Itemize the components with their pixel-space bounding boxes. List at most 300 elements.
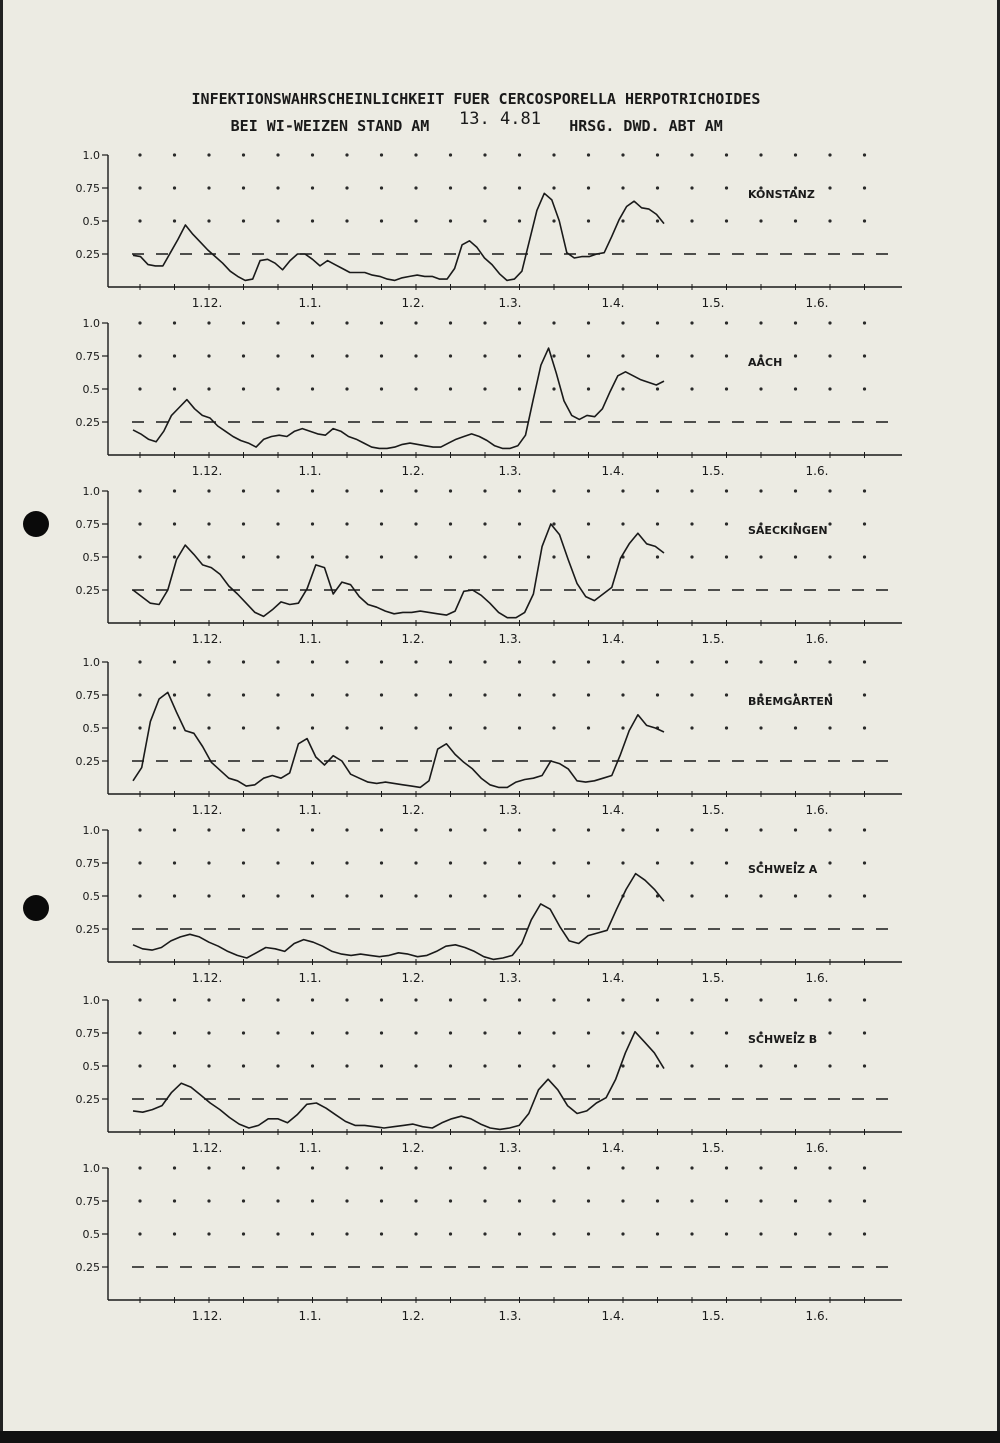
grid-dot (483, 153, 486, 156)
grid-dot (276, 321, 279, 324)
grid-dot (656, 861, 659, 864)
grid-dot (863, 387, 866, 390)
grid-dot (173, 1031, 176, 1034)
y-tick-label: 0.5 (82, 1060, 100, 1073)
x-tick-label: 1.3. (498, 632, 522, 646)
grid-dot (794, 726, 797, 729)
grid-dot (518, 354, 521, 357)
grid-dot (414, 354, 417, 357)
grid-dot (380, 387, 383, 390)
grid-dot (449, 894, 452, 897)
y-tick-label: 0.75 (75, 182, 100, 195)
grid-dot (311, 1064, 314, 1067)
grid-dot (518, 660, 521, 663)
y-tick-label: 0.25 (75, 416, 100, 429)
grid-dot (242, 861, 245, 864)
grid-dot (621, 522, 624, 525)
grid-dot (242, 219, 245, 222)
grid-dot (311, 1199, 314, 1202)
grid-dot (587, 1064, 590, 1067)
grid-dot (173, 1166, 176, 1169)
grid-dot (138, 1031, 141, 1034)
grid-dot (690, 726, 693, 729)
grid-dot (656, 828, 659, 831)
grid-dot (207, 726, 210, 729)
grid-dot (242, 153, 245, 156)
grid-dot (794, 1166, 797, 1169)
grid-dot (552, 321, 555, 324)
station-label: SCHWEIZ B (748, 1033, 818, 1046)
grid-dot (794, 555, 797, 558)
grid-dot (863, 660, 866, 663)
grid-dot (725, 153, 728, 156)
grid-dot (449, 1232, 452, 1235)
grid-dot (138, 693, 141, 696)
grid-dot (483, 660, 486, 663)
grid-dot (449, 153, 452, 156)
grid-dot (345, 1199, 348, 1202)
grid-dot (828, 828, 831, 831)
grid-dot (552, 153, 555, 156)
grid-dot (138, 894, 141, 897)
grid-dot (483, 321, 486, 324)
grid-dot (449, 186, 452, 189)
grid-dot (552, 693, 555, 696)
x-tick-label: 1.4. (601, 464, 625, 478)
x-tick-label: 1.6. (805, 1141, 829, 1155)
grid-dot (656, 186, 659, 189)
grid-dot (725, 660, 728, 663)
grid-dot (242, 387, 245, 390)
punch-hole-top (23, 511, 49, 537)
grid-dot (311, 555, 314, 558)
grid-dot (587, 186, 590, 189)
grid-dot (759, 998, 762, 1001)
grid-dot (552, 998, 555, 1001)
grid-dot (863, 1166, 866, 1169)
grid-dot (552, 828, 555, 831)
y-tick-label: 1.0 (82, 824, 100, 837)
grid-dot (587, 828, 590, 831)
grid-dot (828, 354, 831, 357)
grid-dot (414, 894, 417, 897)
grid-dot (587, 489, 590, 492)
grid-dot (276, 555, 279, 558)
grid-dot (345, 1166, 348, 1169)
x-tick-label: 1.12. (191, 464, 223, 478)
chart-panel (76, 656, 903, 817)
grid-dot (828, 1166, 831, 1169)
grid-dot (518, 1031, 521, 1034)
chart-panel (76, 1162, 903, 1323)
scan-edge-bar (0, 1431, 1000, 1443)
grid-dot (828, 1199, 831, 1202)
grid-dot (449, 489, 452, 492)
chart-panel (76, 994, 903, 1155)
grid-dot (311, 219, 314, 222)
grid-dot (587, 1166, 590, 1169)
y-tick-label: 1.0 (82, 994, 100, 1007)
x-tick-label: 1.6. (805, 803, 829, 817)
grid-dot (276, 693, 279, 696)
grid-dot (173, 828, 176, 831)
grid-dot (173, 321, 176, 324)
grid-dot (483, 555, 486, 558)
grid-dot (794, 219, 797, 222)
grid-dot (759, 219, 762, 222)
grid-dot (345, 354, 348, 357)
grid-dot (759, 1232, 762, 1235)
grid-dot (414, 998, 417, 1001)
grid-dot (345, 522, 348, 525)
grid-dot (242, 1031, 245, 1034)
grid-dot (794, 1064, 797, 1067)
grid-dot (414, 186, 417, 189)
grid-dot (173, 1232, 176, 1235)
grid-dot (414, 1064, 417, 1067)
grid-dot (656, 153, 659, 156)
grid-dot (483, 354, 486, 357)
grid-dot (518, 153, 521, 156)
grid-dot (794, 354, 797, 357)
y-tick-label: 0.5 (82, 1228, 100, 1241)
grid-dot (173, 354, 176, 357)
grid-dot (828, 1232, 831, 1235)
x-tick-label: 1.2. (401, 296, 425, 310)
grid-dot (345, 1232, 348, 1235)
x-tick-label: 1.1. (298, 1309, 322, 1323)
grid-dot (276, 153, 279, 156)
grid-dot (725, 1199, 728, 1202)
grid-dot (276, 894, 279, 897)
grid-dot (552, 387, 555, 390)
grid-dot (380, 489, 383, 492)
grid-dot (518, 489, 521, 492)
grid-dot (725, 693, 728, 696)
x-tick-label: 1.4. (601, 1309, 625, 1323)
grid-dot (552, 726, 555, 729)
grid-dot (690, 1064, 693, 1067)
grid-dot (207, 219, 210, 222)
grid-dot (863, 555, 866, 558)
grid-dot (759, 1199, 762, 1202)
x-tick-label: 1.3. (498, 1141, 522, 1155)
grid-dot (863, 186, 866, 189)
grid-dot (690, 489, 693, 492)
grid-dot (621, 321, 624, 324)
punch-hole-bottom (23, 895, 49, 921)
grid-dot (656, 354, 659, 357)
x-tick-label: 1.5. (701, 464, 725, 478)
grid-dot (863, 1031, 866, 1034)
grid-dot (311, 387, 314, 390)
grid-dot (242, 354, 245, 357)
grid-dot (414, 1166, 417, 1169)
x-tick-label: 1.4. (601, 971, 625, 985)
grid-dot (552, 894, 555, 897)
station-label: AACH (748, 356, 783, 369)
grid-dot (311, 828, 314, 831)
station-label: KONSTANZ (748, 188, 815, 201)
grid-dot (518, 555, 521, 558)
grid-dot (173, 660, 176, 663)
grid-dot (311, 321, 314, 324)
grid-dot (587, 861, 590, 864)
grid-dot (759, 894, 762, 897)
grid-dot (449, 1166, 452, 1169)
grid-dot (207, 186, 210, 189)
grid-dot (483, 1031, 486, 1034)
grid-dot (276, 387, 279, 390)
grid-dot (138, 828, 141, 831)
grid-dot (725, 555, 728, 558)
y-tick-label: 0.25 (75, 923, 100, 936)
grid-dot (242, 1232, 245, 1235)
grid-dot (380, 153, 383, 156)
grid-dot (345, 861, 348, 864)
grid-dot (656, 693, 659, 696)
x-tick-label: 1.6. (805, 1309, 829, 1323)
grid-dot (587, 522, 590, 525)
grid-dot (173, 998, 176, 1001)
grid-dot (414, 219, 417, 222)
grid-dot (690, 693, 693, 696)
y-tick-label: 1.0 (82, 317, 100, 330)
x-tick-label: 1.4. (601, 296, 625, 310)
grid-dot (759, 726, 762, 729)
grid-dot (725, 828, 728, 831)
grid-dot (794, 153, 797, 156)
grid-dot (138, 321, 141, 324)
y-tick-label: 0.5 (82, 890, 100, 903)
grid-dot (552, 1031, 555, 1034)
grid-dot (656, 998, 659, 1001)
grid-dot (138, 1199, 141, 1202)
grid-dot (828, 387, 831, 390)
grid-dot (276, 489, 279, 492)
x-tick-label: 1.4. (601, 632, 625, 646)
grid-dot (621, 1064, 624, 1067)
grid-dot (621, 660, 624, 663)
grid-dot (621, 186, 624, 189)
grid-dot (794, 1199, 797, 1202)
grid-dot (552, 555, 555, 558)
grid-dot (725, 186, 728, 189)
grid-dot (656, 555, 659, 558)
grid-dot (311, 1031, 314, 1034)
grid-dot (414, 660, 417, 663)
grid-dot (518, 1166, 521, 1169)
grid-dot (518, 894, 521, 897)
grid-dot (759, 1064, 762, 1067)
grid-dot (552, 1232, 555, 1235)
series-line (133, 193, 664, 280)
y-tick-label: 1.0 (82, 1162, 100, 1175)
grid-dot (173, 693, 176, 696)
grid-dot (138, 1064, 141, 1067)
grid-dot (207, 1232, 210, 1235)
grid-dot (345, 489, 348, 492)
grid-dot (759, 1166, 762, 1169)
grid-dot (449, 321, 452, 324)
grid-dot (380, 186, 383, 189)
grid-dot (380, 1232, 383, 1235)
grid-dot (518, 387, 521, 390)
grid-dot (483, 522, 486, 525)
grid-dot (483, 894, 486, 897)
y-tick-label: 0.25 (75, 1093, 100, 1106)
grid-dot (690, 354, 693, 357)
grid-dot (414, 1199, 417, 1202)
grid-dot (207, 1031, 210, 1034)
chart-panel (76, 824, 903, 985)
grid-dot (621, 726, 624, 729)
grid-dot (656, 522, 659, 525)
grid-dot (518, 522, 521, 525)
grid-dot (552, 186, 555, 189)
grid-dot (794, 321, 797, 324)
grid-dot (725, 861, 728, 864)
grid-dot (207, 555, 210, 558)
grid-dot (552, 660, 555, 663)
x-tick-label: 1.5. (701, 632, 725, 646)
grid-dot (207, 387, 210, 390)
grid-dot (587, 726, 590, 729)
grid-dot (828, 186, 831, 189)
grid-dot (173, 219, 176, 222)
grid-dot (552, 489, 555, 492)
grid-dot (690, 1031, 693, 1034)
x-tick-label: 1.3. (498, 971, 522, 985)
grid-dot (621, 1166, 624, 1169)
grid-dot (414, 1031, 417, 1034)
grid-dot (380, 693, 383, 696)
grid-dot (345, 828, 348, 831)
x-tick-label: 1.1. (298, 632, 322, 646)
grid-dot (828, 219, 831, 222)
grid-dot (242, 1166, 245, 1169)
grid-dot (276, 1031, 279, 1034)
grid-dot (242, 321, 245, 324)
grid-dot (449, 387, 452, 390)
grid-dot (380, 1199, 383, 1202)
grid-dot (621, 861, 624, 864)
grid-dot (138, 186, 141, 189)
grid-dot (828, 153, 831, 156)
grid-dot (483, 693, 486, 696)
grid-dot (414, 861, 417, 864)
grid-dot (276, 1199, 279, 1202)
grid-dot (690, 660, 693, 663)
grid-dot (690, 219, 693, 222)
series-line (133, 348, 664, 448)
y-tick-label: 0.75 (75, 689, 100, 702)
grid-dot (863, 726, 866, 729)
grid-dot (863, 1232, 866, 1235)
grid-dot (276, 1064, 279, 1067)
grid-dot (725, 354, 728, 357)
chart-panel (76, 485, 903, 646)
y-tick-label: 1.0 (82, 485, 100, 498)
grid-dot (173, 1199, 176, 1202)
grid-dot (414, 1232, 417, 1235)
y-tick-label: 0.75 (75, 350, 100, 363)
grid-dot (242, 894, 245, 897)
chart-title-line1: INFEKTIONSWAHRSCHEINLICHKEIT FUER CERCOSPORELLA HERPOTRICHOIDES (191, 90, 761, 108)
series-line (133, 692, 664, 787)
grid-dot (725, 321, 728, 324)
grid-dot (863, 219, 866, 222)
grid-dot (725, 1064, 728, 1067)
grid-dot (690, 1232, 693, 1235)
grid-dot (207, 489, 210, 492)
grid-dot (311, 1232, 314, 1235)
grid-dot (173, 555, 176, 558)
x-tick-label: 1.1. (298, 296, 322, 310)
grid-dot (173, 1064, 176, 1067)
grid-dot (863, 998, 866, 1001)
grid-dot (207, 321, 210, 324)
grid-dot (449, 998, 452, 1001)
grid-dot (311, 726, 314, 729)
grid-dot (587, 1232, 590, 1235)
x-tick-label: 1.2. (401, 971, 425, 985)
grid-dot (828, 726, 831, 729)
grid-dot (276, 1166, 279, 1169)
grid-dot (656, 1166, 659, 1169)
chart-title-suffix: HRSG. DWD. ABT AM (569, 117, 723, 135)
grid-dot (276, 861, 279, 864)
grid-dot (276, 998, 279, 1001)
grid-dot (276, 522, 279, 525)
grid-dot (414, 153, 417, 156)
grid-dot (552, 354, 555, 357)
x-tick-label: 1.6. (805, 632, 829, 646)
grid-dot (207, 894, 210, 897)
grid-dot (828, 998, 831, 1001)
grid-dot (207, 998, 210, 1001)
grid-dot (863, 153, 866, 156)
x-tick-label: 1.12. (191, 1309, 223, 1323)
grid-dot (794, 828, 797, 831)
grid-dot (483, 186, 486, 189)
grid-dot (863, 693, 866, 696)
grid-dot (656, 489, 659, 492)
grid-dot (414, 726, 417, 729)
grid-dot (138, 726, 141, 729)
grid-dot (621, 998, 624, 1001)
grid-dot (345, 219, 348, 222)
grid-dot (276, 186, 279, 189)
grid-dot (242, 489, 245, 492)
grid-dot (380, 1064, 383, 1067)
y-tick-label: 0.5 (82, 722, 100, 735)
grid-dot (345, 555, 348, 558)
grid-dot (138, 522, 141, 525)
grid-dot (138, 1166, 141, 1169)
grid-dot (587, 354, 590, 357)
x-tick-label: 1.5. (701, 803, 725, 817)
grid-dot (449, 522, 452, 525)
grid-dot (173, 153, 176, 156)
grid-dot (518, 693, 521, 696)
grid-dot (242, 660, 245, 663)
grid-dot (518, 1199, 521, 1202)
grid-dot (759, 153, 762, 156)
grid-dot (656, 1199, 659, 1202)
x-tick-label: 1.5. (701, 971, 725, 985)
grid-dot (587, 153, 590, 156)
